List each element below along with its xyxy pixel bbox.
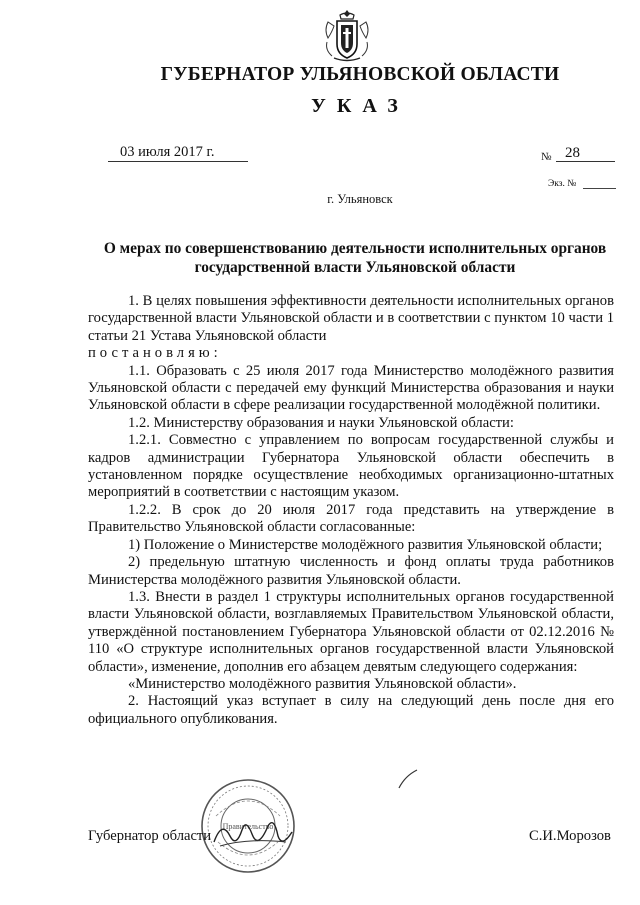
paragraph-1-2-2: 1.2.2. В срок до 20 июля 2017 года представить на утверждение в Правительство Ульяновской области согласованные:	[88, 501, 614, 536]
paragraph-1-2: 1.2. Министерству образования и науки Ульяновской области:	[128, 414, 514, 431]
title-line-2: государственной власти Ульяновской области	[194, 259, 516, 276]
document-number: 28	[565, 145, 580, 161]
issue-city: г. Ульяновск	[327, 192, 393, 206]
handwritten-signature-icon	[208, 812, 303, 856]
paragraph-1-text: 1. В целях повышения эффективности деятельности исполнительных органов государственной власти Ульяновской области и в соответствии с пунктом 10 части 1 статьи 21 Устава Ульяновской области	[88, 293, 614, 344]
handwritten-mark-icon	[395, 766, 421, 792]
copy-number-label: Экз. №	[548, 179, 577, 189]
document-type: УКАЗ	[311, 95, 409, 117]
date-underline	[108, 161, 248, 162]
document-body	[88, 293, 614, 728]
issuing-authority: ГУБЕРНАТОР УЛЬЯНОВСКОЙ ОБЛАСТИ	[160, 64, 560, 85]
paragraph-1-3: 1.3. Внести в раздел 1 структуры исполнительных органов государственной власти Ульяновской области, возглавляемых Правительством Ульяновской области, утверждённой постановлением Губернатора Ульяновской области от 02.12.2016 № 110 «О структуре исполнительных органов государственной власти Ульяновской области», изменение, дополнив его абзацем девятым следующего содержания:	[88, 588, 614, 675]
coat-of-arms-icon	[322, 8, 372, 64]
signatory-name: С.И.Морозов	[529, 828, 611, 844]
document-number-label: №	[541, 151, 552, 163]
document-title	[90, 239, 620, 277]
paragraph-item-1: 1) Положение о Министерстве молодёжного развития Ульяновской области;	[128, 536, 603, 553]
resolve-word: постановляю:	[88, 345, 222, 362]
number-underline	[556, 161, 615, 162]
signatory-position: Губернатор области	[88, 828, 212, 844]
title-line-1: О мерах по совершенствованию деятельности исполнительных органов	[103, 240, 607, 257]
paragraph-1	[88, 293, 614, 363]
copy-number-underline	[583, 188, 616, 189]
stamp-text: Правительство	[222, 822, 274, 831]
paragraph-quote: «Министерство молодёжного развития Ульяновской области».	[128, 675, 517, 692]
paragraph-2: 2. Настоящий указ вступает в силу на следующий день после дня его официального опубликования.	[88, 693, 614, 727]
paragraph-item-2: 2) предельную штатную численность и фонд оплаты труда работников Министерства молодёжного развития Ульяновской области.	[88, 554, 614, 588]
paragraph-1-1: 1.1. Образовать с 25 июля 2017 года Министерство молодёжного развития Ульяновской области с передачей ему функций Министерства образования и науки Ульяновской области в сфере реализации государственной молодёжной политики.	[88, 362, 614, 414]
document-date: 03 июля 2017 г.	[120, 144, 215, 160]
paragraph-1-2-1: 1.2.1. Совместно с управлением по вопросам государственной службы и кадров администрации Губернатора Ульяновской области обеспечить в установленном порядке осуществление необходимых организационно-штатных мероприятий в соответствии с настоящим указом.	[88, 432, 614, 501]
